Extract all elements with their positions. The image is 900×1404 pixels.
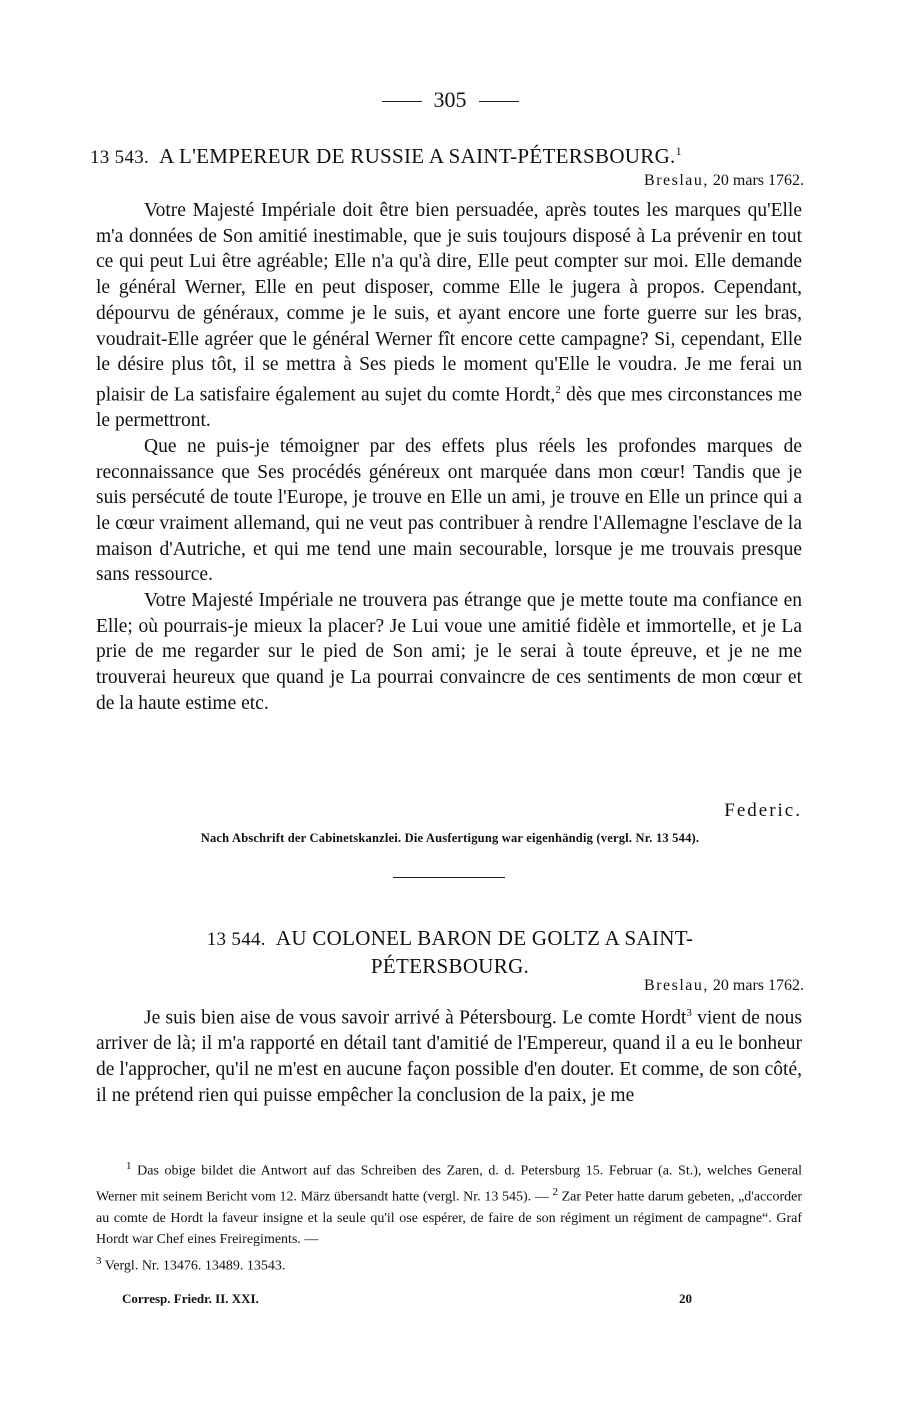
letter2-dateline-date: 20 mars 1762. — [712, 977, 804, 994]
page-number-dash-left — [382, 101, 422, 102]
letter2-heading — [110, 925, 790, 979]
letter1-paragraph-2: Que ne puis-je témoigner par des effets plus réels les profondes marques de reconnaissance que Ses procédés généreux ont marquée dans mon cœur! Tandis que je suis persécuté de toute l'Europe, je trouve en Elle un ami, je trouve en Elle un prince qui a le cœur vraiment allemand, qui ne veut pas contribuer à rendre l'Allemagne l'esclave de la maison d'Autriche, et qui me tend une main secourable, lorsque je me trouvais presque sans ressource. — [96, 435, 802, 586]
footnote-1-text: Das obige bildet die Antwort auf das Schreiben des Zaren, d. d. Petersburg 15. Februar (a. St.), welches General Werner mit seinem Bericht vom 12. März übersandt hatte (vergl. Nr. 13 545). — — [96, 1163, 802, 1205]
footnotes — [96, 1156, 802, 1276]
letter1-paragraph-3: Votre Majesté Impériale ne trouvera pas étrange que je mette toute ma confiance en Elle; où pourrais-je mieux la placer? Je Lui voue une amitié fidèle et immortelle, et je La prie de me regarder sur le pied de Son ami; je le serai à toute épreuve, et je ne me trouverai heureux que quand je La pourrai convaincre de ces sentiments de mon cœur et de la haute estime etc. — [96, 590, 802, 714]
page-number-text: 305 — [433, 87, 467, 112]
footnote-3-text: Vergl. Nr. 13476. 13489. 13543. — [101, 1258, 286, 1274]
footnote-3-marker: 3 — [96, 1254, 102, 1267]
collection-title: Corresp. Friedr. II. XXI. — [122, 1291, 259, 1306]
letter2-paragraph-footnote: 3 — [686, 1007, 692, 1019]
footnote-2-text: Zar Peter hatte darum gebeten, „d'accorder au comte de Hordt la faveur insigne et la seule qu'il ose espérer, de faire de son régiment un régiment de campagne“. Graf Hordt war Chef eines Freiregiments. — — [96, 1189, 802, 1248]
letter2-dateline-place: Breslau, — [644, 977, 709, 994]
footnote-1-marker: 1 — [126, 1160, 132, 1172]
letter1-source-note: Nach Abschrift der Cabinetskanzlei. Die Ausfertigung war eigenhändig (vergl. Nr. 13 544). — [200, 831, 700, 845]
letter1-title-footnote: 1 — [675, 144, 682, 158]
letter1-dateline-place: Breslau, — [644, 172, 709, 189]
footnote-block — [96, 1156, 802, 1251]
letter1-body — [96, 198, 802, 717]
letter2-paragraph — [96, 1001, 802, 1108]
letter1-paragraph-1-footnote: 2 — [555, 383, 561, 396]
footnote-3 — [96, 1251, 802, 1277]
page-number — [0, 86, 900, 114]
letter1-paragraph-1 — [96, 198, 802, 434]
letter1-heading — [90, 138, 820, 171]
letter1-dateline — [644, 171, 804, 191]
letter2-heading-line1 — [110, 925, 790, 953]
letter2-title-line1: AU COLONEL BARON DE GOLTZ A SAINT- — [275, 926, 694, 950]
letter1-paragraph-1-text: Votre Majesté Impériale doit être bien persuadée, après toutes les marques qu'Elle m'a données de Son amitié inestimable, que je suis toujours disposé à La prévenir en tout ce qui peut Lui être agréable; Elle n'a qu'à dire, Elle peut compter sur moi. Elle demande le général Werner, Elle en peut disposer, comme Elle le jugera à propos. Cependant, dépourvu de généraux, comme je le suis, et ayant encore une forte guerre sur les bras, voudrait-Elle agréer que le général Werner fît encore cette campagne? Si, cependant, Elle le désire plus tôt, il se mettra à Ses pieds le moment qu'Elle le voudra. Je me ferai un plaisir de La satisfaire également au sujet du comte Hordt, — [96, 200, 802, 406]
letter1-paragraph-1-tail: dès que mes circonstances me le permettront. — [96, 384, 803, 432]
letter2-dateline — [644, 976, 804, 996]
page-number-dash-right — [479, 101, 519, 102]
signature-mark: 20 — [679, 1291, 692, 1306]
letter1-dateline-date: 20 mars 1762. — [712, 172, 804, 189]
page-bottom-line — [122, 1291, 692, 1307]
letter1-title: A L'EMPEREUR DE RUSSIE A SAINT-PÉTERSBOURG. — [159, 144, 676, 168]
letter2-paragraph-tail: vient de nous arriver de là; il m'a rapporté en détail tant d'amitié de l'Empereur, quand il a eu le bonheur de l'approcher, qu'il ne m'est en aucune façon possible d'en douter. Et comme, de son côté, il ne prétend rien qui puisse empêcher la conclusion de la paix, je me — [96, 1007, 803, 1106]
letter2-body — [96, 1001, 802, 1108]
letter1-number: 13 543. — [90, 147, 150, 168]
letter2-title-line2: PÉTERSBOURG. — [370, 954, 530, 978]
footnote-2-marker: 2 — [552, 1185, 558, 1198]
letter1-signature: Federic. — [724, 800, 802, 821]
letter2-number: 13 544. — [206, 929, 266, 950]
letter2-paragraph-head: Je suis bien aise de vous savoir arrivé à Pétersbourg. Le comte Hordt — [144, 1007, 687, 1029]
section-divider — [393, 877, 505, 878]
